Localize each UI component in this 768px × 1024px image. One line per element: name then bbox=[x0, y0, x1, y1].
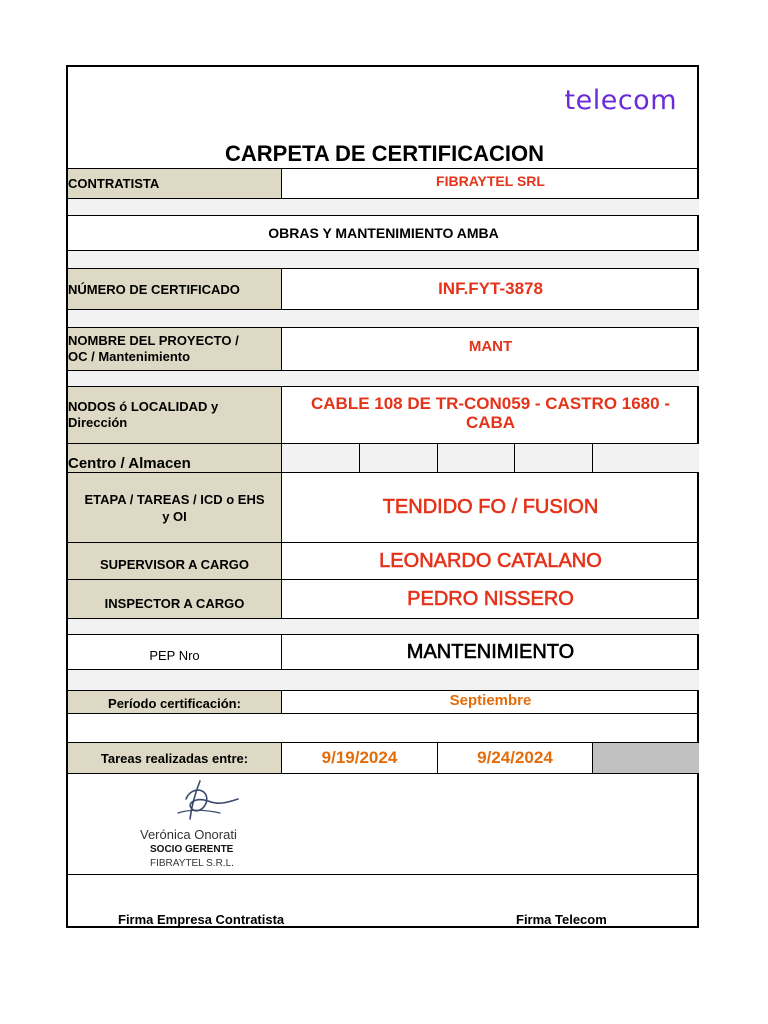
pep-value: MANTENIMIENTO bbox=[281, 635, 699, 669]
certificado-value: INF.FYT-3878 bbox=[281, 269, 699, 309]
signature-role: SOCIO GERENTE bbox=[150, 844, 234, 855]
nodos-value-line1: CABLE 108 DE TR-CON059 - CASTRO 1680 - bbox=[311, 394, 670, 413]
pep-label: PEP Nro bbox=[149, 647, 200, 663]
nodos-label-line2: Dirección bbox=[68, 415, 128, 430]
etapa-label bbox=[68, 473, 281, 542]
signature-name: Verónica Onorati bbox=[140, 827, 237, 842]
centro-label: Centro / Almacen bbox=[68, 444, 281, 472]
certificate-frame bbox=[66, 65, 699, 928]
tareas-label: Tareas realizadas entre: bbox=[68, 743, 281, 773]
nodos-value bbox=[281, 387, 699, 443]
signature-company: FIBRAYTEL S.R.L. bbox=[150, 858, 234, 869]
signature-block bbox=[128, 779, 278, 879]
nodos-label bbox=[68, 387, 281, 443]
certificado-label: NÚMERO DE CERTIFICADO bbox=[68, 269, 281, 309]
etapa-label-line2: y OI bbox=[162, 508, 187, 524]
proyecto-label bbox=[68, 328, 281, 370]
proyecto-value: MANT bbox=[281, 328, 699, 370]
nodos-value-line2: CABA bbox=[465, 413, 516, 432]
etapa-value: TENDIDO FO / FUSION bbox=[281, 473, 699, 542]
inspector-value: PEDRO NISSERO bbox=[281, 580, 699, 618]
periodo-value: Septiembre bbox=[281, 691, 699, 713]
handwritten-signature-icon bbox=[156, 779, 246, 829]
proyecto-label-line1: NOMBRE DEL PROYECTO / bbox=[68, 333, 239, 348]
obras-title: OBRAS Y MANTENIMIENTO AMBA bbox=[268, 225, 499, 241]
telecom-logo: telecom bbox=[564, 85, 677, 116]
page-title: CARPETA DE CERTIFICACION bbox=[225, 141, 544, 166]
periodo-label: Período certificación: bbox=[68, 691, 281, 713]
supervisor-label: SUPERVISOR A CARGO bbox=[68, 543, 281, 579]
tareas-hasta: 9/24/2024 bbox=[437, 743, 592, 773]
firma-telecom-label: Firma Telecom bbox=[516, 912, 607, 927]
nodos-label-line1: NODOS ó LOCALIDAD y bbox=[68, 399, 219, 414]
firma-contratista-label: Firma Empresa Contratista bbox=[118, 912, 285, 927]
etapa-label-line1: ETAPA / TAREAS / ICD o EHS bbox=[84, 491, 265, 507]
supervisor-value: LEONARDO CATALANO bbox=[281, 543, 699, 579]
contratista-value: FIBRAYTEL SRL bbox=[281, 169, 699, 198]
proyecto-label-line2: OC / Mantenimiento bbox=[68, 349, 191, 364]
inspector-label: INSPECTOR A CARGO bbox=[68, 580, 281, 618]
tareas-desde: 9/19/2024 bbox=[281, 743, 437, 773]
contratista-label: CONTRATISTA bbox=[68, 169, 281, 198]
